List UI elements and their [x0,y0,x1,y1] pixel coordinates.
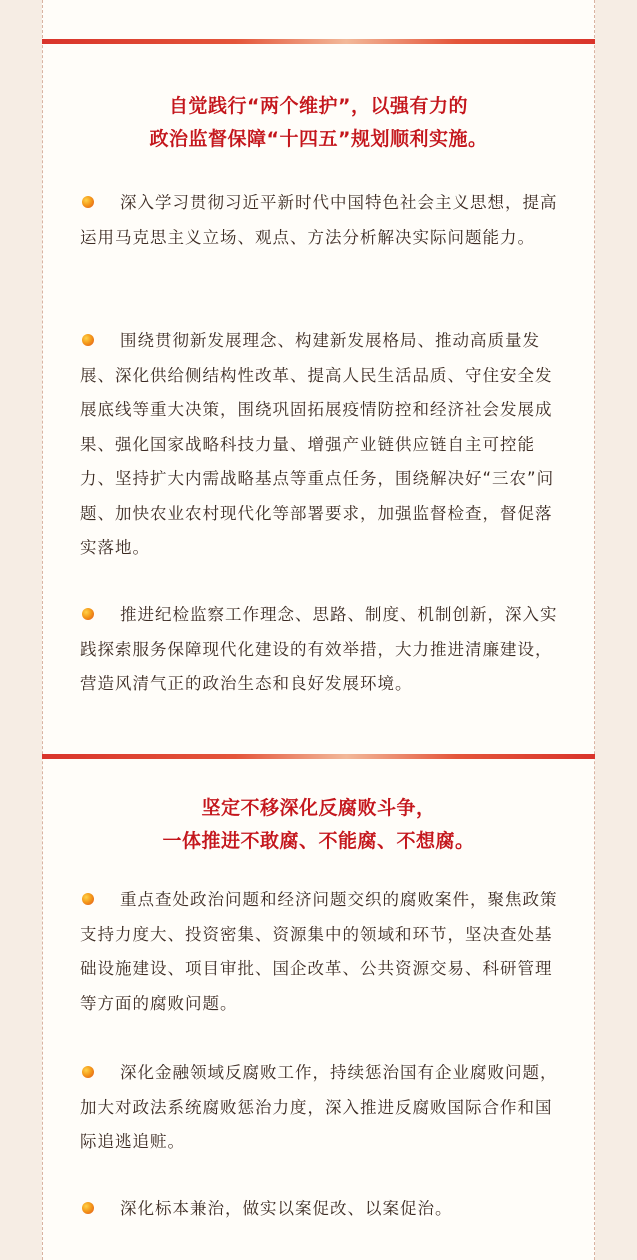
list-item: 深入学习贯彻习近平新时代中国特色社会主义思想，提高运用马克思主义立场、观点、方法分析解决实际问题能力。 [80,193,558,247]
section-heading [42,90,595,156]
section-divider [42,39,595,44]
list-item: 深化金融领域反腐败工作，持续惩治国有企业腐败问题，加大对政法系统腐败惩治力度，深入推进反腐败国际合作和国际追逃追赃。 [80,1063,558,1151]
heading-line: 自觉践行“两个维护”，以强有力的 [169,95,468,117]
heading-line: 一体推进不敢腐、不能腐、不想腐。 [162,830,475,852]
list-item: 推进纪检监察工作理念、思路、制度、机制创新，深入实践探索服务保障现代化建设的有效举措，大力推进清廉建设，营造风清气正的政治生态和良好发展环境。 [80,605,558,693]
list-item: 围绕贯彻新发展理念、构建新发展格局、推动高质量发展、深化供给侧结构性改革、提高人民生活品质、守住安全发展底线等重大决策，围绕巩固拓展疫情防控和经济社会发展成果、强化国家战略科技力量、增强产业链供应链自主可控能力、坚持扩大内需战略基点等重点任务，围绕解决好“三农”问题、加快农业农村现代化等部署要求，加强监督检查，督促落实落地。 [80,331,555,557]
section-divider [42,754,595,759]
list-item: 重点查处政治问题和经济问题交织的腐败案件，聚焦政策支持力度大、投资密集、资源集中的领域和环节，坚决查处基础设施建设、项目审批、国企改革、公共资源交易、科研管理等方面的腐败问题。 [80,890,558,1013]
heading-line: 政治监督保障“十四五”规划顺利实施。 [149,128,488,150]
section-heading [42,792,595,858]
heading-line: 坚定不移深化反腐败斗争， [201,797,436,819]
list-item: 深化标本兼治，做实以案促改、以案促治。 [120,1199,453,1218]
